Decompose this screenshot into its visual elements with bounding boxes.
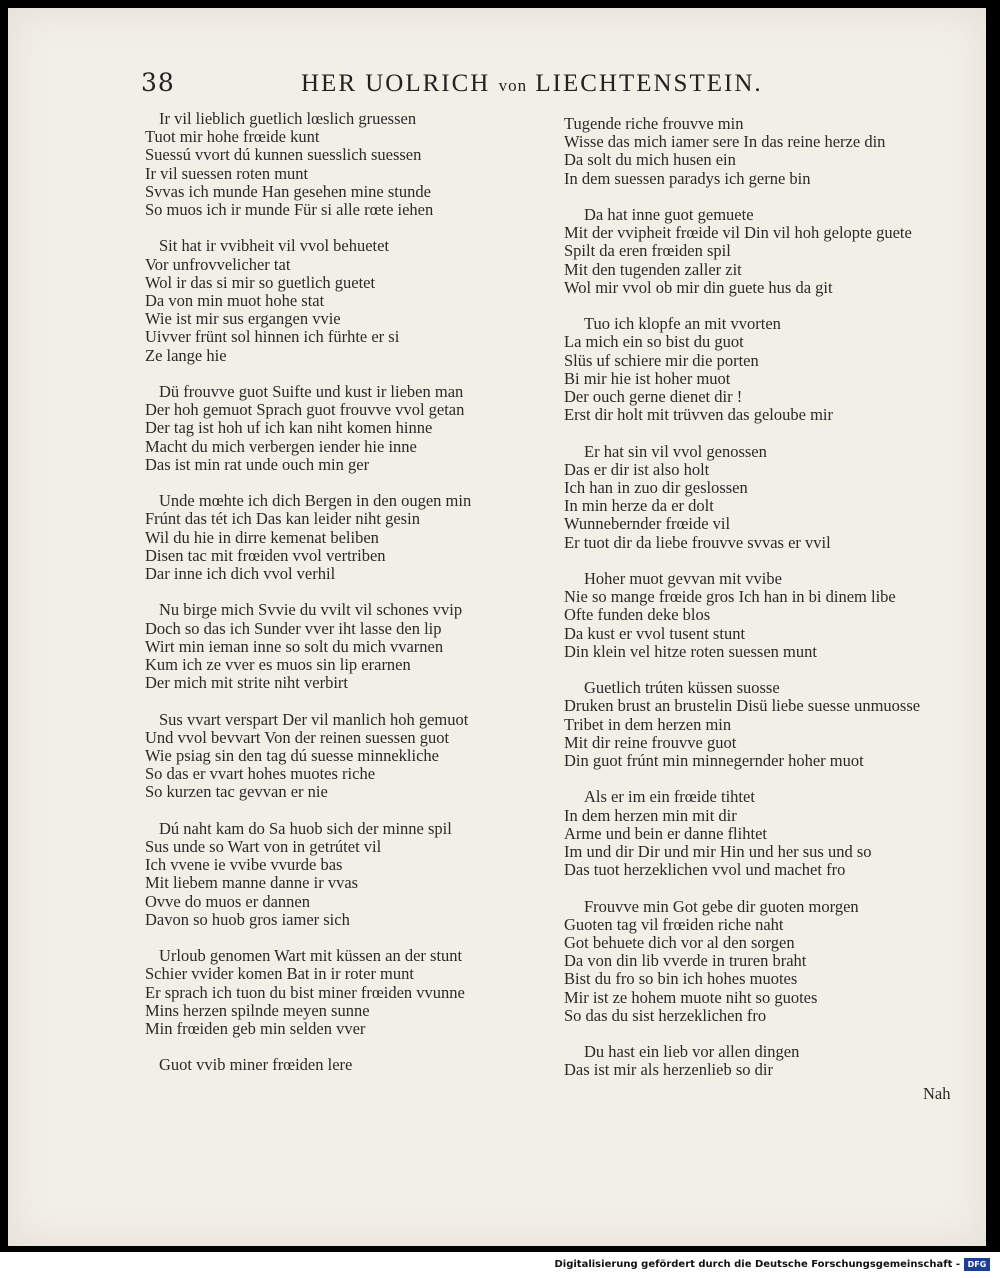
verse-line: Da hat inne guot gemuete: [584, 205, 754, 224]
verse-line: Tuo ich klopfe an mit vvorten: [584, 314, 781, 334]
footer-credit: Digitalisierung gefördert durch die Deutsche Forschungsgemeinschaft -: [554, 1259, 960, 1270]
verse-line: Spilt da eren frœiden spil: [564, 241, 731, 261]
verse-line: Du hast ein lieb vor allen dingen: [584, 1042, 800, 1062]
verse-line: Bi mir hie ist hoher muot: [564, 368, 731, 388]
verse-line: Mit den tugenden zaller zit: [564, 259, 742, 279]
footer-bar: [0, 1252, 1000, 1278]
verse-line: Da von din lib vverde in truren braht: [564, 951, 807, 971]
verse-line: Din klein vel hitze roten suessen munt: [564, 641, 817, 661]
verse-line: Da von min muot hohe stat: [145, 291, 325, 310]
verse-line: Er sprach ich tuon du bist miner frœiden vvunne: [145, 982, 465, 1002]
verse-line: Doch so das ich Sunder vver iht lasse den lip: [145, 618, 442, 638]
running-title-von: von: [498, 76, 528, 95]
verse-line: Der mich mit strite niht verbirt: [145, 673, 348, 693]
verse-line: Ich vvene ie vvibe vvurde bas: [145, 855, 343, 875]
verse-line: Got behuete dich vor al den sorgen: [564, 933, 795, 952]
verse-line: Da kust er vvol tusent stunt: [564, 623, 746, 643]
verse-line: Wol mir vvol ob mir din guete hus da git: [564, 277, 833, 297]
verse-line: Ir vil suessen roten munt: [145, 163, 309, 183]
verse-line: Er hat sin vil vvol genossen: [584, 441, 767, 461]
verse-line: Nu birge mich Svvie du vvilt vil schones vvip: [159, 600, 463, 620]
verse-line: Dar inne ich dich vvol verhil: [145, 564, 336, 583]
verse-line: Der hoh gemuot Sprach guot frouvve vvol getan: [145, 400, 465, 420]
dfg-logo: DFG: [964, 1258, 990, 1271]
verse-line: Guot vvib miner frœiden lere: [159, 1055, 353, 1075]
verse-line: Sit hat ir vvibheit vil vvol behuetet: [159, 236, 390, 256]
verse-line: Dú naht kam do Sa huob sich der minne spil: [159, 818, 452, 838]
book-page: [8, 8, 986, 1246]
verse-line: Da solt du mich husen ein: [564, 150, 736, 170]
verse-line: Sus unde so Wart von in getrútet vil: [145, 837, 382, 856]
verse-line: Mir ist ze hohem muote niht so guotes: [564, 987, 818, 1007]
verse-line: So das er vvart hohes muotes riche: [145, 764, 376, 784]
verse-line: Slüs uf schiere mir die porten: [564, 350, 759, 370]
verse-line: So das du sist herzeklichen fro: [564, 1005, 767, 1025]
running-title: [301, 70, 763, 98]
verse-line: Wunnebernder frœide vil: [564, 514, 731, 534]
running-title-part1: HER UOLRICH: [301, 70, 491, 97]
verse-line: Er tuot dir da liebe frouvve svvas er vvil: [564, 532, 831, 552]
verse-line: Davon so huob gros iamer sich: [145, 909, 350, 929]
verse-line: Kum ich ze vver es muos sin lip erarnen: [145, 655, 411, 674]
verse-line: Urloub genomen Wart mit küssen an der stunt: [159, 946, 463, 966]
verse-line: Tugende riche frouvve min: [564, 114, 744, 133]
verse-line: Wisse das mich iamer sere In das reine herze din: [564, 132, 886, 152]
page-number: 38: [141, 68, 175, 97]
verse-line: Suessú vvort dú kunnen suesslich suessen: [145, 145, 422, 165]
verse-line: Schier vvider komen Bat in ir roter munt: [145, 964, 414, 984]
catchword: Nah: [923, 1084, 951, 1103]
verse-line: Nie so mange frœide gros Ich han in bi dinem libe: [564, 587, 896, 607]
verse-line: Das er dir ist also holt: [564, 459, 710, 479]
verse-line: Guoten tag vil frœiden riche naht: [564, 914, 784, 934]
verse-line: Der tag ist hoh uf ich kan niht komen hinne: [145, 418, 433, 438]
verse-line: Guetlich trúten küssen suosse: [584, 678, 780, 698]
verse-line: Ovve do muos er dannen: [145, 891, 310, 911]
verse-line: In dem suessen paradys ich gerne bin: [564, 168, 811, 188]
verse-line: Als er im ein frœide tihtet: [584, 787, 755, 807]
verse-line: Tuot mir hohe frœide kunt: [145, 127, 320, 147]
verse-line: Wil du hie in dirre kemenat beliben: [145, 527, 379, 547]
verse-line: In min herze da er dolt: [564, 496, 714, 516]
verse-line: Frouvve min Got gebe dir guoten morgen: [584, 896, 859, 916]
verse-line: Din guot frúnt min minnegernder hoher muot: [564, 751, 864, 770]
verse-line: Dü frouvve guot Suifte und kust ir lieben man: [159, 382, 464, 401]
verse-line: Mins herzen spilnde meyen sunne: [145, 1000, 370, 1020]
verse-line: Wirt min ieman inne so solt du mich vvarnen: [145, 636, 444, 656]
verse-line: Uivver frünt sol hinnen ich fürhte er si: [145, 327, 400, 347]
verse-line: Das ist mir als herzenlieb so dir: [564, 1060, 773, 1080]
verse-line: Druken brust an brustelin Disü liebe suesse unmuosse: [564, 696, 921, 716]
page-header: [141, 68, 821, 104]
verse-line: Hoher muot gevvan mit vvibe: [584, 569, 782, 588]
verse-line: So muos ich ir munde Für si alle rœte iehen: [145, 200, 434, 219]
verse-line: Ich han in zuo dir geslossen: [564, 478, 748, 497]
verse-line: Mit der vvipheit frœide vil Din vil hoh gelopte guete: [564, 223, 912, 243]
verse-line: Vor unfrovvelicher tat: [145, 254, 291, 274]
verse-line: In dem herzen min mit dir: [564, 805, 737, 825]
verse-line: Disen tac mit frœiden vvol vertriben: [145, 545, 386, 565]
running-title-part2: LIECHTENSTEIN.: [535, 70, 763, 97]
verse-line: Der ouch gerne dienet dir !: [564, 387, 743, 406]
verse-line: Unde mœhte ich dich Bergen in den ougen min: [159, 491, 472, 511]
verse-line: Frúnt das tét ich Das kan leider niht gesin: [145, 509, 420, 529]
verse-line: Erst dir holt mit trüvven das geloube mir: [564, 405, 833, 425]
verse-line: Min frœiden geb min selden vver: [145, 1019, 366, 1038]
verse-line: Und vvol bevvart Von der reinen suessen guot: [145, 727, 450, 747]
verse-line: Das tuot herzeklichen vvol und machet fro: [564, 860, 846, 880]
verse-line: So kurzen tac gevvan er nie: [145, 782, 328, 802]
verse-line: Das ist min rat unde ouch min ger: [145, 454, 370, 474]
verse-line: Svvas ich munde Han gesehen mine stunde: [145, 181, 431, 201]
verse-line: Mit dir reine frouvve guot: [564, 732, 737, 752]
verse-line: La mich ein so bist du guot: [564, 332, 744, 352]
verse-line: Im und dir Dir und mir Hin und her sus und so: [564, 842, 872, 861]
verse-line: Wie ist mir sus ergangen vvie: [145, 309, 341, 329]
verse-line: Ofte funden deke blos: [564, 605, 711, 625]
verse-line: Arme und bein er danne flihtet: [564, 823, 767, 843]
verse-line: Macht du mich verbergen iender hie inne: [145, 436, 417, 456]
verse-line: Bist du fro so bin ich hohes muotes: [564, 969, 798, 989]
verse-line: Tribet in dem herzen min: [564, 714, 732, 734]
verse-line: Sus vvart verspart Der vil manlich hoh gemuot: [159, 709, 469, 729]
verse-line: Wol ir das si mir so guetlich guetet: [145, 272, 376, 292]
verse-line: Ze lange hie: [145, 345, 227, 365]
verse-line: Ir vil lieblich guetlich lœslich gruessen: [159, 109, 417, 128]
verse-line: Mit liebem manne danne ir vvas: [145, 873, 359, 893]
verse-line: Wie psiag sin den tag dú suesse minnekliche: [145, 746, 439, 765]
